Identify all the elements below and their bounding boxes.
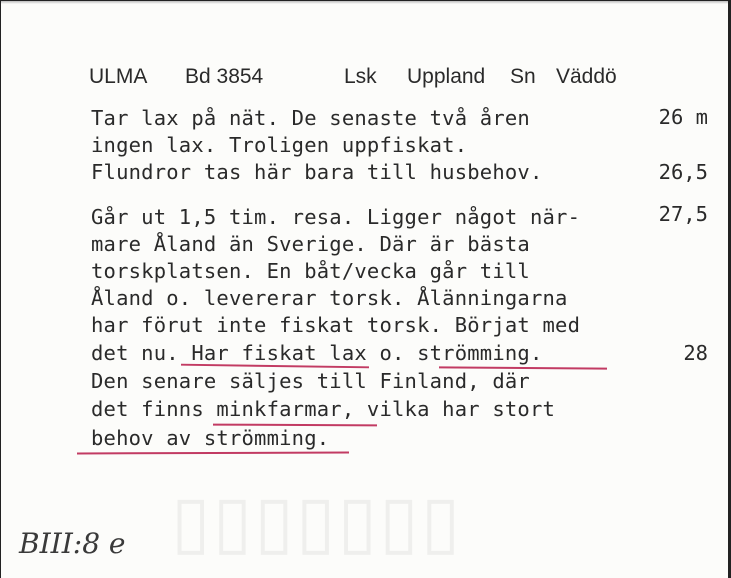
entry2-line3: torskplatsen. En båt/vecka går till xyxy=(91,259,530,283)
entry2-line7: Den senare säljes till Finland, där xyxy=(91,369,530,393)
entry1-line1: Tar lax på nät. De senaste två åren xyxy=(91,106,530,130)
depth-value: 26,5 xyxy=(658,160,708,184)
landskap-value: Uppland xyxy=(407,65,486,88)
depth-value: 26 m xyxy=(658,105,708,129)
depth-value: 27,5 xyxy=(658,202,708,226)
entry2-line1: Går ut 1,5 tim. resa. Ligger något när- xyxy=(91,205,581,229)
lsk-label: Lsk xyxy=(344,65,377,88)
entry2-line9: behov av strömming. xyxy=(91,426,330,450)
entry2-line4: Åland o. levererar torsk. Ålänningarna xyxy=(91,286,568,310)
record-number: Bd 3854 xyxy=(185,65,264,88)
depth-value: 28 xyxy=(683,341,708,365)
sn-label: Sn xyxy=(510,65,536,88)
socken-value: Väddö xyxy=(556,65,617,88)
entry1-line3: Flundror tas här bara till husbehov. xyxy=(91,160,543,184)
entry2-line8: det finns minkfarmar, vilka har stort xyxy=(91,397,556,421)
ulma-label: ULMA xyxy=(89,65,148,88)
bleed-through-texture: ▯▯▯▯▯▯▯ xyxy=(171,479,463,563)
handwritten-signature: BIII:8 e xyxy=(19,527,126,560)
entry2-line6: det nu. Har fiskat lax o. strömming. xyxy=(91,341,543,365)
entry1-line2: ingen lax. Troligen uppfiskat. xyxy=(91,133,468,157)
entry2-line5: har förut inte fiskat torsk. Börjat med xyxy=(91,313,581,337)
underline-behov-av-stromming xyxy=(77,452,349,455)
entry2-line2: mare Åland än Sverige. Där är bästa xyxy=(91,232,530,256)
